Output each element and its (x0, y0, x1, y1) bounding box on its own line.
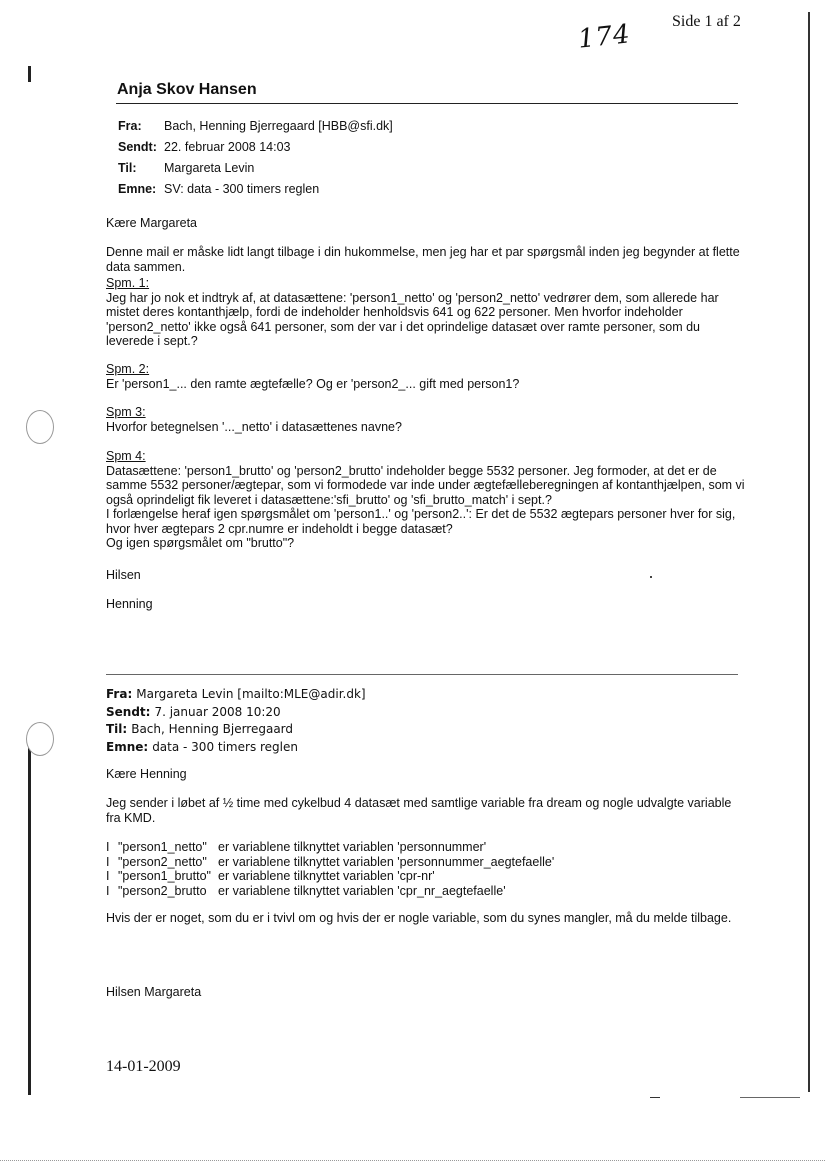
right-margin-bar (808, 12, 810, 1092)
subject-label: Emne: (118, 182, 157, 196)
to-value: Margareta Levin (164, 161, 255, 175)
punch-hole (26, 410, 54, 444)
sender-name-title: Anja Skov Hansen (117, 81, 257, 98)
question-1-text: Jeg har jo nok et indtryk af, at datasættene: 'person1_netto' og 'person2_netto' vedrører dem, som allerede har mistet deres kontanthjælp, fordi de indeholder henholdsvis 641 og 622 personer. Men hvorfor indeholder 'person2_netto' ikke også 641 personer, som der var i det oprindelige datasæt over ramte personer, som du leverede i sept.? (106, 290, 719, 348)
email2-greeting: Kære Henning (106, 767, 187, 781)
dataset-list (106, 840, 746, 898)
footer-rule (740, 1097, 800, 1098)
to-value: Bach, Henning Bjerregaard (131, 722, 294, 736)
dataset-desc: er variablene tilknyttet variablen 'personnummer_aegtefaelle' (218, 854, 555, 869)
subject-value: SV: data - 300 timers reglen (164, 182, 320, 196)
title-divider (116, 103, 738, 104)
to-label: Til: (106, 722, 128, 736)
dataset-name: "person1_netto" (118, 840, 207, 854)
email2-header (106, 686, 366, 756)
list-bullet: I (106, 840, 110, 854)
list-item (106, 869, 746, 884)
email1-from-row (118, 116, 393, 137)
from-value: Bach, Henning Bjerregaard [HBB@sfi.dk] (164, 119, 393, 133)
question-4-label: Spm 4: (106, 449, 146, 463)
left-margin-bar (28, 745, 31, 1095)
subject-value: data - 300 timers reglen (152, 739, 298, 754)
handwritten-page-mark: 174 (576, 19, 633, 55)
question-4 (106, 449, 746, 551)
from-value: Margareta Levin [mailto:MLE@adir.dk] (136, 687, 366, 701)
email1-intro: Denne mail er måske lidt langt tilbage i din hukommelse, men jeg har et par spørgsmål inden jeg begynder at flette data sammen. (106, 245, 740, 274)
sent-label: Sendt: (118, 140, 157, 154)
from-label: Fra: (118, 119, 142, 133)
question-3 (106, 405, 746, 434)
email2-outro: Hvis der er noget, som du er i tvivl om og hvis der er nogle variable, som du synes mangler, må du melde tilbage. (106, 911, 732, 925)
question-2-label: Spm. 2: (106, 362, 150, 376)
email1-greeting: Kære Margareta (106, 216, 198, 230)
sent-value: 22. februar 2008 14:03 (164, 140, 291, 154)
question-3-label: Spm 3: (106, 405, 146, 419)
punch-hole (26, 722, 54, 756)
question-4-text-2: I forlængelse heraf igen spørgsmålet om 'person1..' og 'person2..': Er det de 5532 ægtepars personer hver for sig, hvor hver ægtepars 2 cpr.numre er indeholdt i begge datasæt? (106, 507, 736, 536)
list-bullet: I (106, 869, 110, 883)
dataset-name: "person2_brutto (118, 883, 207, 898)
to-label: Til: (118, 161, 137, 175)
scan-edge (0, 1160, 825, 1161)
quoted-message-divider (106, 674, 738, 675)
list-item (106, 855, 746, 870)
email2-to-row (106, 721, 366, 739)
email2-signature: Hilsen Margareta (106, 985, 202, 999)
sent-value: 7. januar 2008 10:20 (154, 704, 281, 719)
question-1 (106, 276, 746, 349)
sent-label: Sendt: (106, 704, 151, 719)
question-4-text: Datasættene: 'person1_brutto' og 'person2_brutto' indeholder begge 5532 personer. Jeg formoder, at det er de samme 5532 personer/ægtepar, som vi formodede var inde under ægtefælleberegningen af kontanthjælpen, som vi også oprindeligt fik leveret i datasættene:'sfi_brutto' og 'sfi_brutto_match' i sept.? (106, 463, 745, 507)
email2-intro: Jeg sender i løbet af ½ time med cykelbud 4 datasæt med samtlige variable fra dream og nogle udvalgte variable fra KMD. (106, 796, 732, 825)
question-3-text: Hvorfor betegnelsen '..._netto' i datasættenes navne? (106, 419, 402, 434)
list-item (106, 840, 746, 855)
dataset-name: "person2_netto" (118, 854, 207, 869)
question-2 (106, 362, 746, 391)
email2-subject-row (106, 739, 366, 757)
list-item (106, 884, 746, 899)
question-4-text-3: Og igen spørgsmålet om "brutto"? (106, 536, 295, 550)
subject-label: Emne: (106, 739, 149, 754)
email1-closing: Hilsen (106, 568, 141, 582)
dataset-desc: er variablene tilknyttet variablen 'cpr_nr_aegtefaelle' (218, 883, 506, 898)
email2-sent-row (106, 704, 366, 722)
print-date: 14-01-2009 (106, 1058, 181, 1075)
question-2-text: Er 'person1_... den ramte ægtefælle? Og er 'person2_... gift med person1? (106, 376, 520, 391)
email1-signature: Henning (106, 597, 153, 611)
email1-to-row (118, 158, 393, 179)
left-margin-mark (28, 66, 31, 82)
footer-dash (650, 1097, 660, 1098)
question-1-label: Spm. 1: (106, 276, 150, 290)
page-number: Side 1 af 2 (672, 13, 741, 30)
email1-sent-row (118, 137, 393, 158)
list-bullet: I (106, 854, 110, 869)
email1-subject-row (118, 179, 393, 200)
dataset-desc: er variablene tilknyttet variablen 'personnummer' (218, 840, 487, 854)
email2-from-row (106, 686, 366, 704)
scan-speck (650, 576, 652, 578)
email1-header (118, 116, 393, 200)
from-label: Fra: (106, 687, 133, 701)
list-bullet: I (106, 883, 110, 898)
dataset-name: "person1_brutto" (118, 869, 211, 883)
dataset-desc: er variablene tilknyttet variablen 'cpr-nr' (218, 869, 435, 883)
